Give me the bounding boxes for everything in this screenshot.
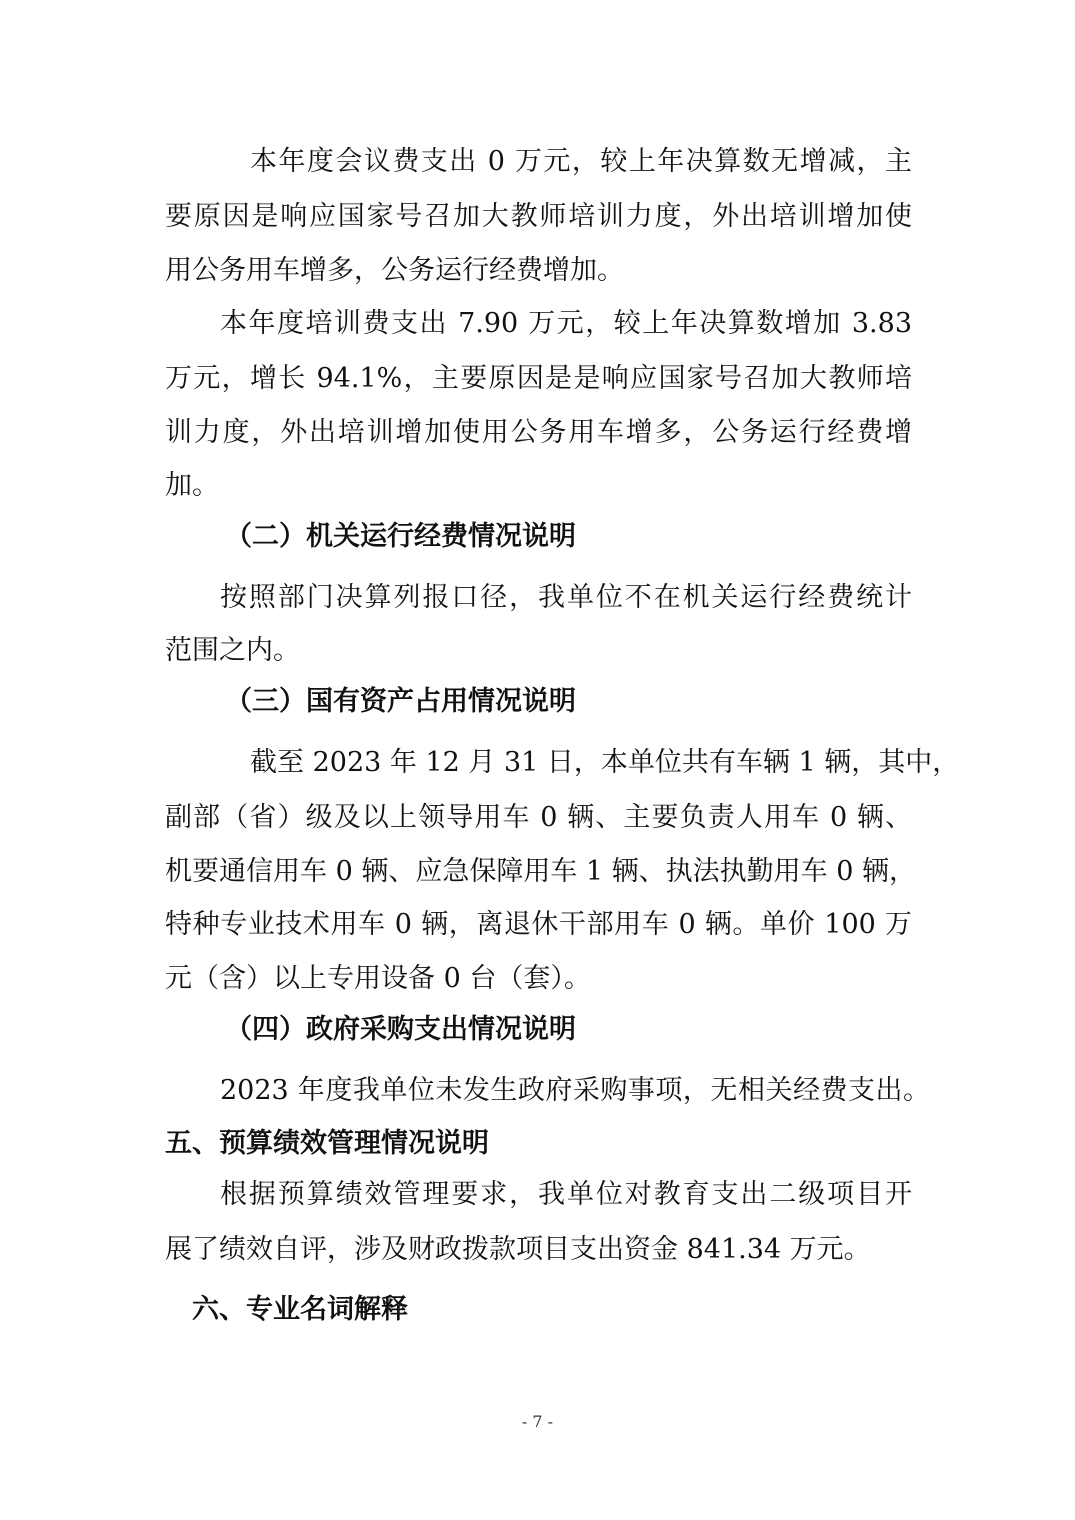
chapter-6-heading: 六、专业名词解释 [192, 1294, 408, 1325]
training-fee-line-2: 万元，增长 94.1%，主要原因是是响应国家号召加大教师培 [165, 363, 912, 394]
chapter-5-line-1: 根据预算绩效管理要求，我单位对教育支出二级项目开 [220, 1179, 912, 1210]
meeting-fee-line-3: 用公务用车增多，公务运行经费增加。 [165, 255, 624, 286]
page-number: - 7 - [521, 1412, 554, 1431]
chapter-5-heading: 五、预算绩效管理情况说明 [165, 1128, 489, 1159]
meeting-fee-line-2: 要原因是响应国家号召加大教师培训力度，外出培训增加使 [165, 201, 912, 232]
section-2-line-1: 按照部门决算列报口径，我单位不在机关运行经费统计 [220, 582, 912, 613]
section-3-line-2: 副部（省）级及以上领导用车 0 辆、主要负责人用车 0 辆、 [165, 802, 912, 833]
training-fee-line-4: 加。 [165, 470, 219, 501]
meeting-fee-line-1: 本年度会议费支出 0 万元，较上年决算数无增减，主 [250, 146, 912, 177]
section-2-line-2: 范围之内。 [165, 635, 300, 666]
section-3-line-3: 机要通信用车 0 辆、应急保障用车 1 辆、执法执勤用车 0 辆， [165, 856, 917, 887]
section-3-line-4: 特种专业技术用车 0 辆，离退休干部用车 0 辆。单价 100 万 [165, 909, 912, 940]
section-3-heading: （三）国有资产占用情况说明 [225, 686, 576, 717]
section-4-line-1: 2023 年度我单位未发生政府采购事项，无相关经费支出。 [220, 1075, 930, 1106]
section-3-line-5: 元（含）以上专用设备 0 台（套）。 [165, 963, 591, 994]
section-4-heading: （四）政府采购支出情况说明 [225, 1014, 576, 1045]
training-fee-line-1: 本年度培训费支出 7.90 万元，较上年决算数增加 3.83 [220, 308, 912, 339]
section-3-line-1: 截至 2023 年 12 月 31 日，本单位共有车辆 1 辆，其中， [250, 747, 960, 778]
training-fee-line-3: 训力度，外出培训增加使用公务用车增多，公务运行经费增 [165, 417, 912, 448]
section-2-heading: （二）机关运行经费情况说明 [225, 521, 576, 552]
chapter-5-line-2: 展了绩效自评，涉及财政拨款项目支出资金 841.34 万元。 [165, 1234, 871, 1265]
